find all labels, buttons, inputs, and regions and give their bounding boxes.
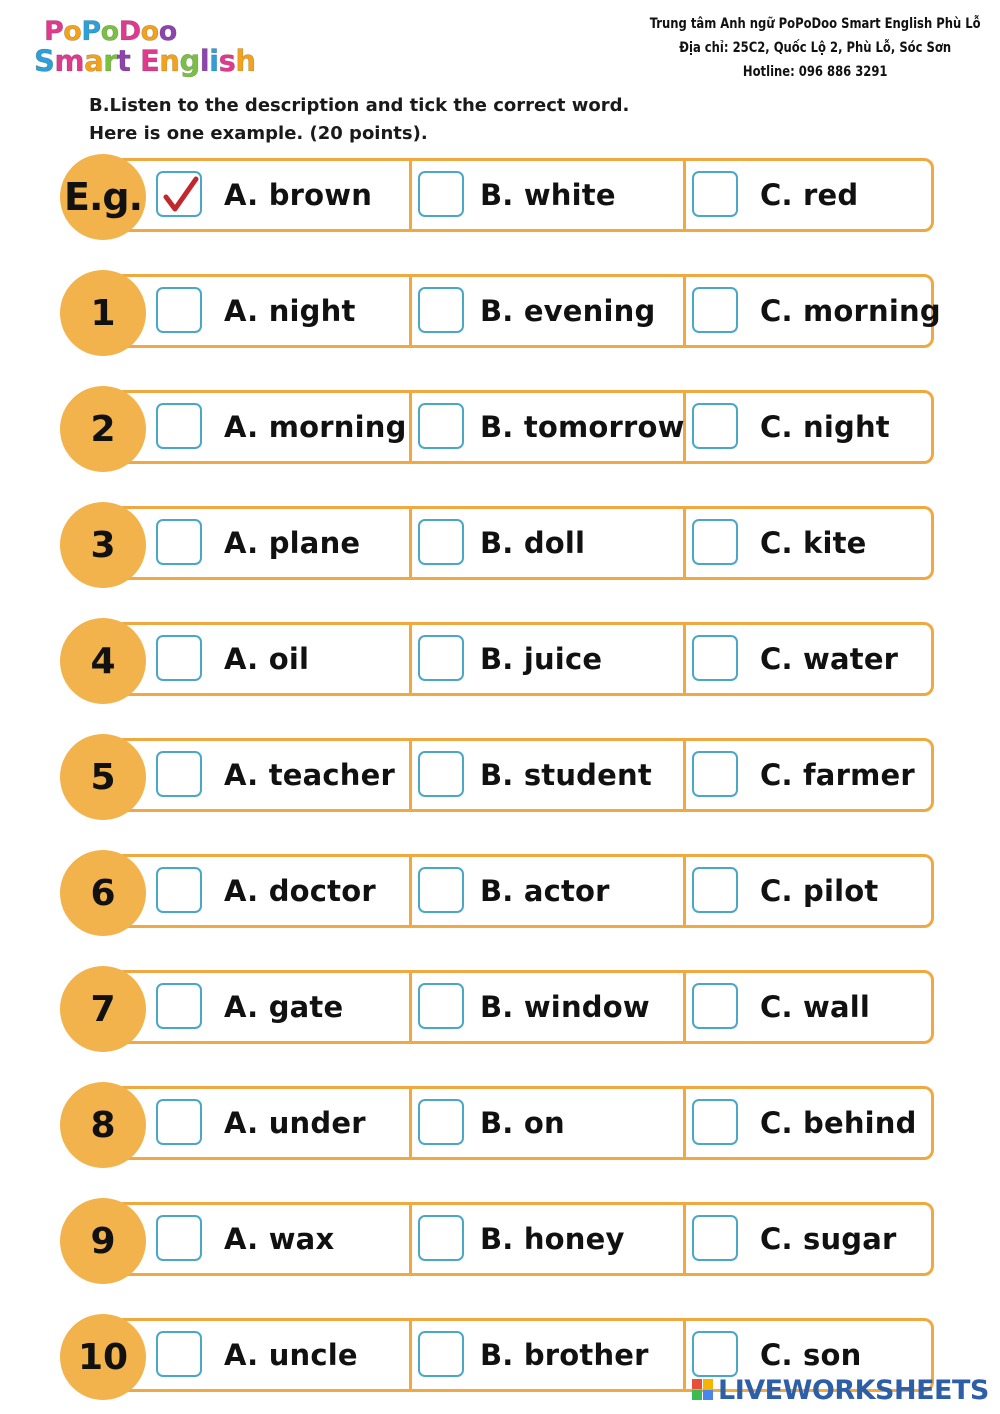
logo-line-1 xyxy=(44,16,177,47)
option-divider xyxy=(409,1089,412,1157)
checkbox-option-a[interactable] xyxy=(156,171,202,217)
checkbox-option-c[interactable] xyxy=(692,751,738,797)
instruction-line-2: Here is one example. (20 points). xyxy=(89,123,428,144)
checkbox-option-a[interactable] xyxy=(156,867,202,913)
checkbox-option-b[interactable] xyxy=(418,983,464,1029)
question-row xyxy=(60,388,940,472)
question-row xyxy=(60,156,940,240)
checkbox-option-a[interactable] xyxy=(156,287,202,333)
question-row xyxy=(60,272,940,356)
option-c-label: C. sugar xyxy=(760,1222,897,1256)
question-number-badge: 4 xyxy=(60,618,146,704)
option-divider xyxy=(409,1321,412,1389)
option-c-label: C. morning xyxy=(760,294,941,328)
instruction-line-1: B.Listen to the description and tick the correct word. xyxy=(89,95,630,116)
instructions xyxy=(89,92,629,148)
option-a-label: A. morning xyxy=(224,410,407,444)
option-divider xyxy=(409,161,412,229)
option-a-label: A. under xyxy=(224,1106,366,1140)
option-a-label: A. wax xyxy=(224,1222,335,1256)
option-a-label: A. oil xyxy=(224,642,310,676)
watermark-text: LIVEWORKSHEETS xyxy=(718,1374,989,1406)
option-divider xyxy=(683,509,686,577)
center-address: Địa chỉ: 25C2, Quốc Lộ 2, Phù Lỗ, Sóc Sơn xyxy=(679,40,952,56)
option-divider xyxy=(683,1205,686,1273)
option-divider xyxy=(409,741,412,809)
option-c-label: C. kite xyxy=(760,526,867,560)
option-a-label: A. doctor xyxy=(224,874,376,908)
option-c-label: C. wall xyxy=(760,990,871,1024)
question-row xyxy=(60,736,940,820)
logo-letters: Smart English xyxy=(34,44,256,78)
checkbox-option-b[interactable] xyxy=(418,519,464,565)
option-divider xyxy=(683,973,686,1041)
checkbox-option-b[interactable] xyxy=(418,171,464,217)
checkbox-option-a[interactable] xyxy=(156,1215,202,1261)
option-divider xyxy=(409,625,412,693)
question-row xyxy=(60,1200,940,1284)
option-divider xyxy=(409,509,412,577)
checkbox-option-a[interactable] xyxy=(156,635,202,681)
option-divider xyxy=(409,973,412,1041)
option-b-label: B. window xyxy=(480,990,650,1024)
option-c-label: C. water xyxy=(760,642,899,676)
liveworksheets-watermark xyxy=(692,1374,989,1406)
checkbox-option-b[interactable] xyxy=(418,635,464,681)
question-row xyxy=(60,852,940,936)
checkbox-option-b[interactable] xyxy=(418,403,464,449)
option-a-label: A. plane xyxy=(224,526,361,560)
checkbox-option-b[interactable] xyxy=(418,751,464,797)
checkbox-option-c[interactable] xyxy=(692,171,738,217)
center-info xyxy=(640,12,990,84)
option-c-label: C. son xyxy=(760,1338,862,1372)
option-divider xyxy=(683,1321,686,1389)
checkbox-option-c[interactable] xyxy=(692,403,738,449)
option-divider xyxy=(409,393,412,461)
question-number-badge: 10 xyxy=(60,1314,146,1400)
question-number-badge: 7 xyxy=(60,966,146,1052)
option-divider xyxy=(409,277,412,345)
center-name: Trung tâm Anh ngữ PoPoDoo Smart English Phù Lỗ xyxy=(649,16,981,32)
question-row xyxy=(60,504,940,588)
option-c-label: C. behind xyxy=(760,1106,917,1140)
question-number-badge: 8 xyxy=(60,1082,146,1168)
question-number-badge: 5 xyxy=(60,734,146,820)
option-a-label: A. teacher xyxy=(224,758,396,792)
checkbox-option-b[interactable] xyxy=(418,287,464,333)
checkbox-option-a[interactable] xyxy=(156,983,202,1029)
checkbox-option-c[interactable] xyxy=(692,1099,738,1145)
question-row xyxy=(60,1084,940,1168)
option-b-label: B. white xyxy=(480,178,616,212)
center-hotline: Hotline: 096 886 3291 xyxy=(742,64,888,80)
popodoo-logo xyxy=(34,14,256,78)
checkbox-option-b[interactable] xyxy=(418,1215,464,1261)
option-divider xyxy=(409,1205,412,1273)
option-b-label: B. doll xyxy=(480,526,586,560)
option-c-label: C. red xyxy=(760,178,859,212)
question-number-badge: 3 xyxy=(60,502,146,588)
option-divider xyxy=(683,625,686,693)
option-divider xyxy=(683,277,686,345)
check-mark-icon xyxy=(162,175,200,215)
checkbox-option-c[interactable] xyxy=(692,867,738,913)
option-b-label: B. tomorrow xyxy=(480,410,685,444)
checkbox-option-a[interactable] xyxy=(156,1099,202,1145)
checkbox-option-b[interactable] xyxy=(418,867,464,913)
option-c-label: C. pilot xyxy=(760,874,879,908)
option-c-label: C. farmer xyxy=(760,758,915,792)
option-divider xyxy=(409,857,412,925)
option-divider xyxy=(683,161,686,229)
option-a-label: A. night xyxy=(224,294,356,328)
checkbox-option-b[interactable] xyxy=(418,1331,464,1377)
checkbox-option-c[interactable] xyxy=(692,635,738,681)
checkbox-option-a[interactable] xyxy=(156,519,202,565)
option-a-label: A. gate xyxy=(224,990,344,1024)
checkbox-option-a[interactable] xyxy=(156,1331,202,1377)
option-b-label: B. actor xyxy=(480,874,610,908)
question-number-badge: 2 xyxy=(60,386,146,472)
checkbox-option-c[interactable] xyxy=(692,287,738,333)
checkbox-option-c[interactable] xyxy=(692,519,738,565)
checkbox-option-c[interactable] xyxy=(692,1331,738,1377)
question-number-badge: 1 xyxy=(60,270,146,356)
option-b-label: B. honey xyxy=(480,1222,625,1256)
logo-line-2 xyxy=(34,44,256,78)
question-number-badge: 6 xyxy=(60,850,146,936)
question-row xyxy=(60,620,940,704)
option-b-label: B. juice xyxy=(480,642,603,676)
question-number-badge: 9 xyxy=(60,1198,146,1284)
option-b-label: B. evening xyxy=(480,294,656,328)
example-badge: E.g. xyxy=(60,154,146,240)
option-a-label: A. uncle xyxy=(224,1338,358,1372)
checkbox-option-b[interactable] xyxy=(418,1099,464,1145)
option-divider xyxy=(683,857,686,925)
option-divider xyxy=(683,1089,686,1157)
option-b-label: B. on xyxy=(480,1106,565,1140)
option-c-label: C. night xyxy=(760,410,890,444)
checkbox-option-a[interactable] xyxy=(156,403,202,449)
checkbox-option-c[interactable] xyxy=(692,1215,738,1261)
question-row xyxy=(60,968,940,1052)
option-a-label: A. brown xyxy=(224,178,373,212)
option-divider xyxy=(683,741,686,809)
liveworksheets-logo-icon xyxy=(692,1379,714,1401)
checkbox-option-c[interactable] xyxy=(692,983,738,1029)
option-b-label: B. student xyxy=(480,758,652,792)
option-b-label: B. brother xyxy=(480,1338,649,1372)
checkbox-option-a[interactable] xyxy=(156,751,202,797)
logo-letters: PoPoDoo xyxy=(44,16,177,47)
